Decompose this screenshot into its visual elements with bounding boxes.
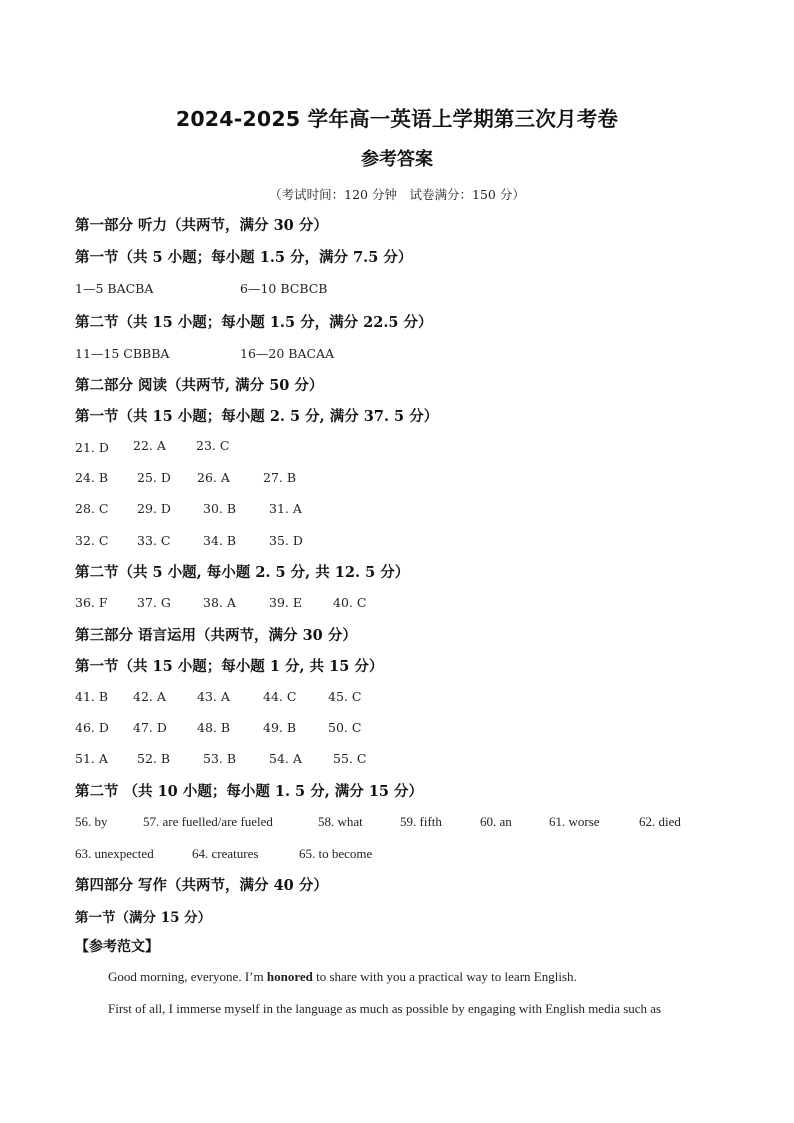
part2-heading: 第二部分 阅读（共两节, 满分 50 分） <box>75 377 324 394</box>
reference-essay-label: 【参考范文】 <box>75 939 159 955</box>
answer-item: 23. C <box>196 438 230 453</box>
essay-bold-word: honored <box>266 969 313 984</box>
answer-item: 37. G <box>137 595 171 610</box>
answer-item: 41. B <box>75 689 109 704</box>
answer-item: 56. by <box>75 814 108 829</box>
answer-item: 47. D <box>133 720 167 735</box>
part1-heading: 第一部分 听力（共两节，满分 30 分） <box>75 217 328 234</box>
answer-item: 50. C <box>328 720 362 735</box>
answer-item: 49. B <box>263 720 297 735</box>
essay-text: to share with you a practical way to learn English. <box>312 969 577 984</box>
answer-item: 21. D <box>75 440 109 455</box>
answer-item: 46. D <box>75 720 109 735</box>
answer-item: 39. E <box>269 595 302 610</box>
answer-item: 55. C <box>333 751 367 766</box>
answer-item: 22. A <box>133 438 166 453</box>
answer-item: 51. A <box>75 751 108 766</box>
answer-item: 64. creatures <box>192 846 259 861</box>
answer-item: 61. worse <box>549 814 600 829</box>
answer-item: 59. fifth <box>400 814 442 829</box>
answer-item: 40. C <box>333 595 367 610</box>
answer-item: 54. A <box>269 751 302 766</box>
answer-group: 1—5 BACBA <box>75 281 154 296</box>
essay-paragraph <box>108 969 577 985</box>
essay-paragraph: First of all, I immerse myself in the language as much as possible by engaging with English media such as <box>108 1001 662 1016</box>
answer-item: 38. A <box>203 595 236 610</box>
part2-sec1-heading: 第一节（共 15 小题；每小题 2. 5 分, 满分 37. 5 分） <box>75 408 439 425</box>
answer-item: 65. to become <box>299 846 373 861</box>
answer-item: 42. A <box>133 689 166 704</box>
answer-item: 29. D <box>137 501 171 516</box>
answer-item: 48. B <box>197 720 231 735</box>
answer-item: 30. B <box>203 501 237 516</box>
part4-heading: 第四部分 写作（共两节，满分 40 分） <box>75 877 328 894</box>
answer-item: 45. C <box>328 689 362 704</box>
answer-item: 35. D <box>269 533 303 548</box>
answer-item: 34. B <box>203 533 237 548</box>
exam-info: （考试时间：120 分钟 试卷满分：150 分） <box>269 187 525 202</box>
answer-item: 31. A <box>269 501 302 516</box>
part3-sec1-heading: 第一节（共 15 小题；每小题 1 分, 共 15 分） <box>75 658 384 675</box>
part3-sec2-heading: 第二节 （共 10 小题；每小题 1. 5 分, 满分 15 分） <box>75 783 424 800</box>
answer-item: 52. B <box>137 751 171 766</box>
page-title: 2024-2025 学年高一英语上学期第三次月考卷 <box>175 107 619 131</box>
answer-item: 44. C <box>263 689 297 704</box>
answer-group: 16—20 BACAA <box>240 346 335 361</box>
answer-item: 26. A <box>197 470 230 485</box>
answer-item: 43. A <box>197 689 230 704</box>
part4-sec1-heading: 第一节（满分 15 分） <box>75 910 212 926</box>
answer-item: 57. are fuelled/are fueled <box>143 814 273 829</box>
answer-item: 60. an <box>480 814 512 829</box>
answer-item: 24. B <box>75 470 109 485</box>
answer-item: 62. died <box>639 814 681 829</box>
part1-sec2-heading: 第二节（共 15 小题；每小题 1.5 分，满分 22.5 分） <box>75 314 433 331</box>
essay-text: Good morning, everyone. I’m <box>108 969 267 984</box>
answer-item: 25. D <box>137 470 171 485</box>
answer-item: 63. unexpected <box>75 846 154 861</box>
part3-heading: 第三部分 语言运用（共两节，满分 30 分） <box>75 627 357 644</box>
answer-item: 53. B <box>203 751 237 766</box>
answer-item: 32. C <box>75 533 109 548</box>
answer-group: 11—15 CBBBA <box>75 346 170 361</box>
page-subtitle: 参考答案 <box>361 149 433 170</box>
part2-sec2-heading: 第二节（共 5 小题, 每小题 2. 5 分, 共 12. 5 分） <box>75 564 410 581</box>
answer-item: 27. B <box>263 470 297 485</box>
answer-item: 36. F <box>75 595 108 610</box>
part1-sec1-heading: 第一节（共 5 小题；每小题 1.5 分，满分 7.5 分） <box>75 249 413 266</box>
answer-item: 33. C <box>137 533 171 548</box>
answer-item: 28. C <box>75 501 109 516</box>
answer-group: 6—10 BCBCB <box>240 281 328 296</box>
answer-item: 58. what <box>318 814 363 829</box>
